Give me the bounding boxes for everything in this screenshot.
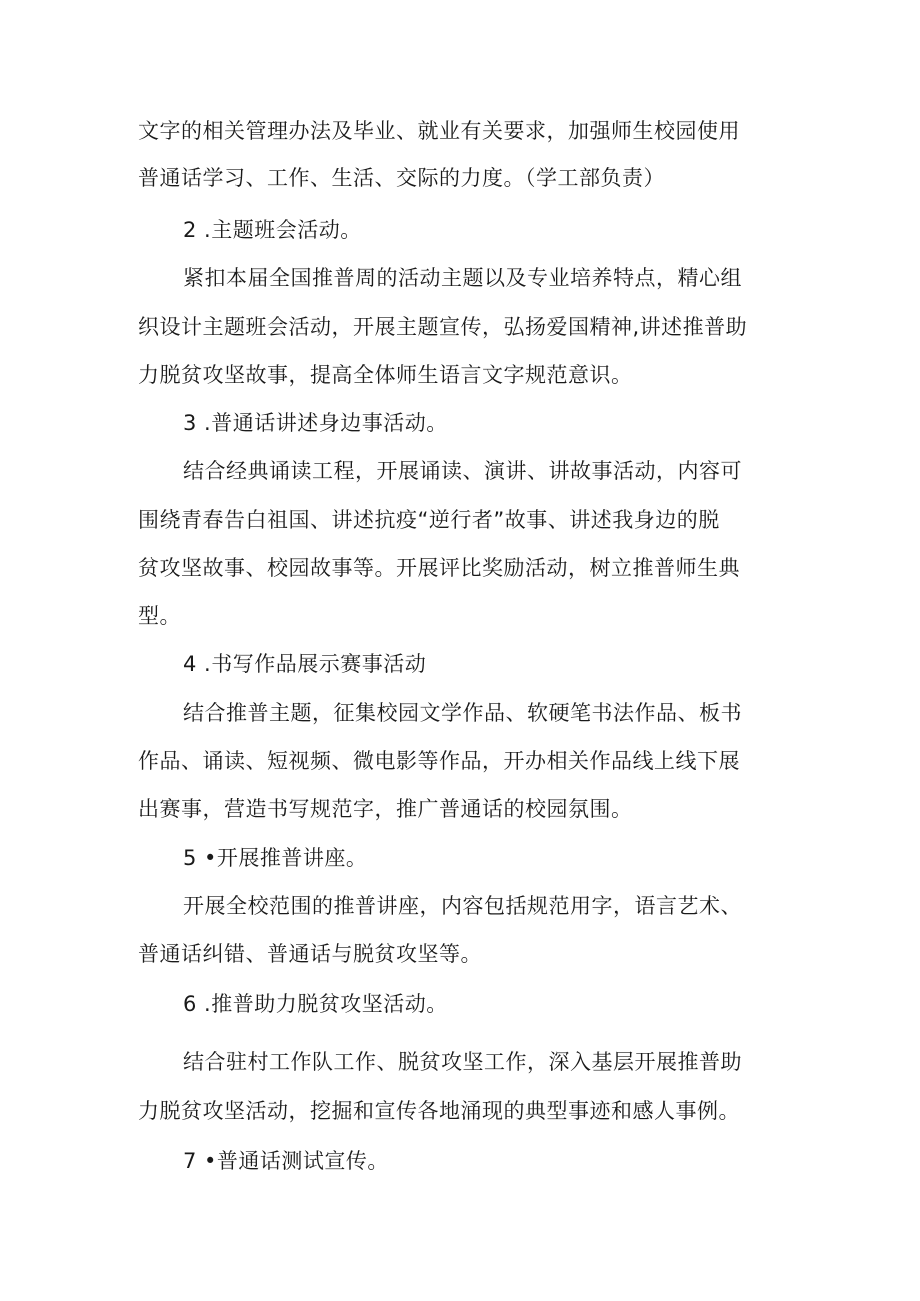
section-heading: 3 .普通话讲述身边事活动。 xyxy=(183,411,448,435)
section-heading: 4 .书写作品展示赛事活动 xyxy=(183,652,427,676)
text-line: 力脱贫攻坚故事，提高全体师生语言文字规范意识。 xyxy=(138,363,633,387)
text-line: 围绕青春告白祖国、讲述抗疫“逆行者”故事、讲述我身边的脱 xyxy=(138,508,720,532)
text-line: 型。 xyxy=(138,604,181,628)
text-line: 紧扣本届全国推普周的活动主题以及专业培养特点，精心组 xyxy=(183,266,742,290)
text-line: 织设计主题班会活动，开展主题宣传，弘扬爱国精神,讲述推普助 xyxy=(138,315,748,339)
text-line: 结合推普主题，征集校园文学作品、软硬笔书法作品、板书 xyxy=(183,701,742,725)
section-heading: 5 •开展推普讲座。 xyxy=(183,846,368,870)
text-line: 开展全校范围的推普讲座，内容包括规范用字，语言艺术、 xyxy=(183,894,742,918)
text-line: 普通话学习、工作、生活、交际的力度。（学工部负责） xyxy=(138,166,665,190)
text-line: 作品、诵读、短视频、微电影等作品，开办相关作品线上线下展 xyxy=(138,749,740,773)
text-line: 贫攻坚故事、校园故事等。开展评比奖励活动，树立推普师生典 xyxy=(138,556,740,580)
section-heading: 6 .推普助力脱贫攻坚活动。 xyxy=(183,992,448,1016)
section-heading: 2 .主题班会活动。 xyxy=(183,218,362,242)
section-heading: 7 •普通话测试宣传。 xyxy=(183,1149,389,1173)
text-line: 结合驻村工作队工作、脱贫攻坚工作，深入基层开展推普助 xyxy=(183,1050,742,1074)
text-line: 普通话纠错、普通话与脱贫攻坚等。 xyxy=(138,942,482,966)
text-line: 出赛事，营造书写规范字，推广普通话的校园氛围。 xyxy=(138,797,633,821)
text-line: 文字的相关管理办法及毕业、就业有关要求，加强师生校园使用 xyxy=(138,119,740,143)
text-line: 结合经典诵读工程，开展诵读、演讲、讲故事活动，内容可 xyxy=(183,459,742,483)
text-line: 力脱贫攻坚活动，挖掘和宣传各地涌现的典型事迹和感人事例。 xyxy=(138,1099,740,1123)
